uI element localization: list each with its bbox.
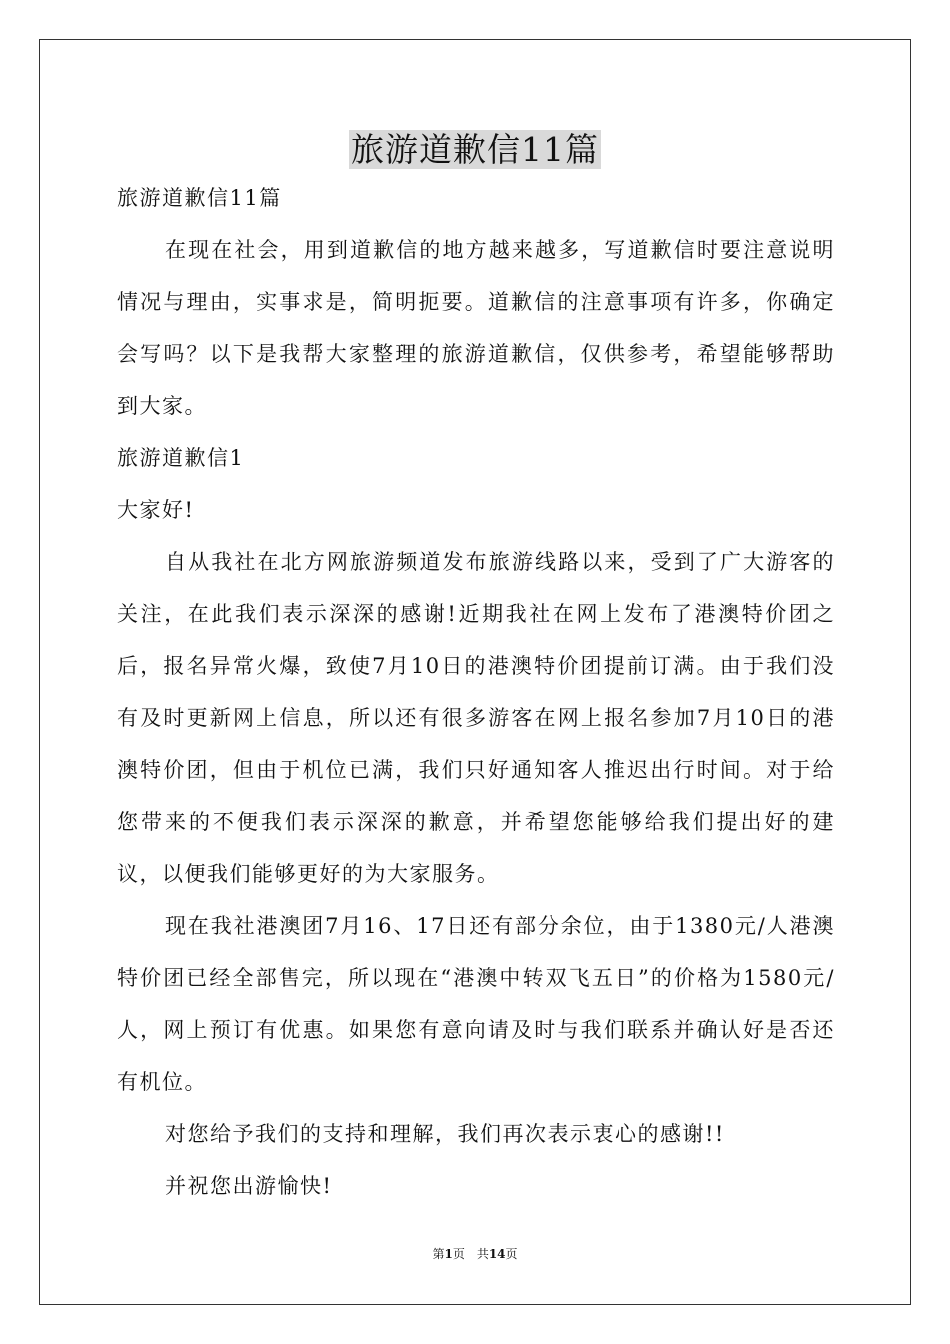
intro-paragraph: 在现在社会，用到道歉信的地方越来越多，写道歉信时要注意说明情况与理由，实事求是，简明扼要。道歉信的注意事项有许多，你确定会写吗？以下是我帮大家整理的旅游道歉信，仅供参考，希望能够帮助到大家。 xyxy=(117,238,835,418)
document-title xyxy=(0,128,950,172)
document-subtitle: 旅游道歉信11篇 xyxy=(117,186,282,210)
page-suffix: 页 xyxy=(505,1247,518,1261)
page-mid: 页 共 xyxy=(452,1247,489,1261)
closing-thanks: 对您给予我们的支持和理解，我们再次表示衷心的感谢!! xyxy=(165,1122,725,1146)
page-current: 1 xyxy=(444,1247,453,1261)
closing-wishes: 并祝您出游愉快! xyxy=(165,1174,333,1198)
document-title-text: 旅游道歉信11篇 xyxy=(351,130,599,169)
body-paragraph-2: 现在我社港澳团7月16、17日还有部分余位，由于1380元/人港澳特价团已经全部售完，所以现在“港澳中转双飞五日”的价格为1580元/人，网上预订有优惠。如果您有意向请及时与我们联系并确认好是否还有机位。 xyxy=(117,914,835,1094)
greeting: 大家好! xyxy=(117,498,195,522)
page-prefix: 第 xyxy=(432,1247,445,1261)
section-heading: 旅游道歉信1 xyxy=(117,446,245,470)
body-paragraph-1: 自从我社在北方网旅游频道发布旅游线路以来，受到了广大游客的关注，在此我们表示深深的感谢!近期我社在网上发布了港澳特价团之后，报名异常火爆，致使7月10日的港澳特价团提前订满。由于我们没有及时更新网上信息，所以还有很多游客在网上报名参加7月10日的港澳特价团，但由于机位已满，我们只好通知客人推迟出行时间。对于给您带来的不便我们表示深深的歉意，并希望您能够给我们提出好的建议，以便我们能够更好的为大家服务。 xyxy=(117,550,835,886)
document-body xyxy=(117,172,835,1212)
page-footer xyxy=(0,1246,950,1262)
page-total: 14 xyxy=(488,1247,506,1261)
